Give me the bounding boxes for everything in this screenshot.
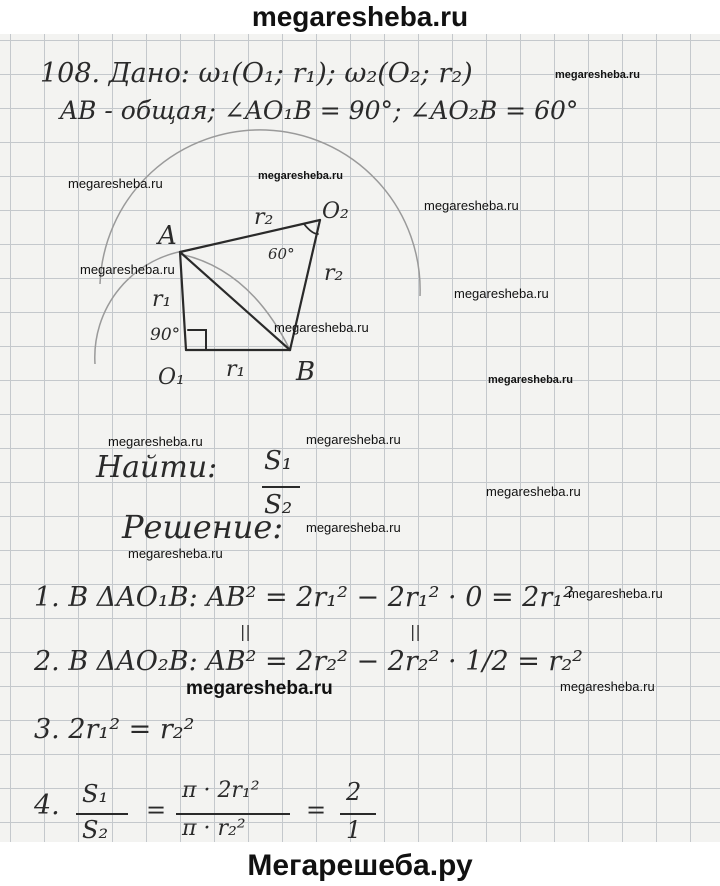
watermark: megaresheba.ru (274, 320, 369, 335)
watermark: megaresheba.ru (454, 286, 549, 301)
label-r2-top: r₂ (254, 205, 274, 230)
find-denominator: S₂ (264, 490, 293, 520)
watermark: megaresheba.ru (306, 520, 401, 535)
given-line-2: AB - общая; ∠AO₁B = 90°; ∠AO₂B = 60° (60, 96, 579, 125)
step4-equals-2: = (306, 796, 327, 824)
label-r2-side: r₂ (324, 261, 344, 286)
step4-s1: S₁ (82, 780, 109, 808)
step4-equals: = (146, 796, 167, 824)
watermark: megaresheba.ru (108, 434, 203, 449)
step4-s2: S₂ (82, 816, 109, 842)
watermark: megaresheba.ru (560, 679, 655, 694)
find-label: Найти: (96, 450, 218, 485)
label-point-o1: O₁ (158, 365, 185, 390)
watermark: megaresheba.ru (488, 374, 573, 386)
angle-arc-o2 (304, 224, 318, 234)
solution-step-2: 2. В ΔAO₂B: AB² = 2r₂² − 2r₂² · 1/2 = r₂² (34, 646, 583, 677)
watermark-bold: megaresheba.ru (186, 678, 333, 699)
notebook-page (0, 34, 720, 842)
equal-mark-1: || (240, 622, 251, 641)
site-footer-title: Мегарешеба.ру (247, 849, 473, 882)
label-angle-60: 60° (268, 245, 295, 263)
find-numerator: S₁ (264, 446, 293, 476)
label-angle-90: 90° (150, 325, 181, 345)
right-angle-mark (188, 330, 206, 350)
watermark: megaresheba.ru (306, 432, 401, 447)
step4-result-numerator: 2 (346, 778, 362, 806)
segment-a-o1 (180, 252, 186, 350)
watermark: megaresheba.ru (258, 170, 343, 182)
solution-step-1: 1. В ΔAO₁B: AB² = 2r₁² − 2r₁² · 0 = 2r₁² (34, 582, 574, 613)
equal-mark-2: || (410, 622, 421, 641)
label-point-o2: O₂ (322, 199, 349, 224)
segment-a-b (180, 252, 290, 350)
segment-a-o2 (180, 220, 320, 252)
watermark: megaresheba.ru (555, 69, 640, 81)
step4-result-denominator: 1 (346, 816, 362, 842)
solution-step-3: 3. 2r₁² = r₂² (34, 714, 195, 745)
label-point-a: A (158, 221, 177, 251)
label-point-b: B (296, 357, 316, 387)
watermark: megaresheba.ru (568, 586, 663, 601)
label-r1-side: r₁ (152, 287, 172, 312)
watermark: megaresheba.ru (424, 198, 519, 213)
step4-frac-denominator: π · r₂² (182, 816, 246, 841)
watermark: megaresheba.ru (486, 484, 581, 499)
given-line-1: 108. Дано: ω₁(O₁; r₁); ω₂(O₂; r₂) (40, 58, 473, 89)
label-r1-bottom: r₁ (226, 357, 246, 382)
watermark: megaresheba.ru (128, 546, 223, 561)
step4-frac-numerator: π · 2r₁² (182, 778, 260, 803)
site-header-title: megaresheba.ru (251, 1, 469, 32)
watermark: megaresheba.ru (68, 176, 163, 191)
solution-title: Решение: (122, 508, 284, 546)
solution-step-4-number: 4. (34, 790, 60, 821)
watermark: megaresheba.ru (80, 262, 175, 277)
